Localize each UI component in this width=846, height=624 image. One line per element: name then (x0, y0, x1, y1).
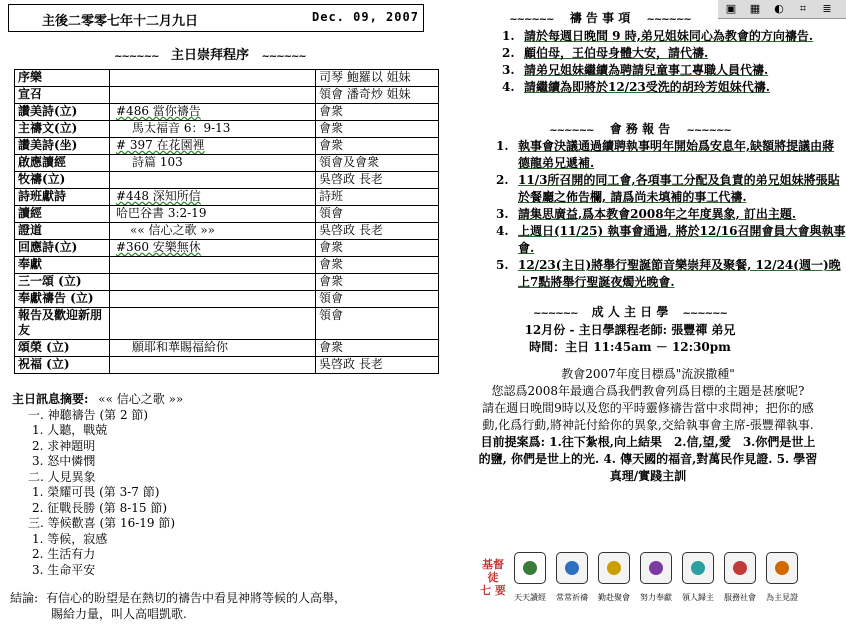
essential-label: 天天讀經 (514, 593, 546, 602)
program-detail: «« 信心之歌 »» (110, 223, 316, 240)
program-row (15, 357, 439, 374)
item-text: 顧伯母，王伯母身體大安，請代禱. (524, 46, 709, 60)
program-item: 頌榮 (立) (15, 340, 110, 357)
program-leader: 吳啓政 長老 (316, 172, 439, 189)
goal-line: 動,化爲行動,將神託付給你的異象,交給執事會主席-張豐禪執事. (482, 418, 814, 432)
essentials-label (478, 558, 508, 597)
program-detail: # 397 在花園裡 (110, 138, 316, 155)
outline-item: 3. 生命平安 (32, 562, 96, 577)
outline-item: 三. 等候歡喜 (第 16-19 節) (28, 516, 176, 530)
outline-heading (12, 392, 183, 408)
title-decoration: ~~~~~~ (533, 308, 578, 319)
goal-line: 您認爲2008年最適合爲我們教會列爲目標的主題是甚麼呢? (491, 384, 805, 398)
outline-item: 1. 人聽，戰兢 (32, 423, 108, 437)
program-leader: 領會 (316, 308, 439, 340)
conclusion (10, 590, 430, 622)
item-number: 5. (496, 258, 509, 272)
program-leader: 領會 (316, 291, 439, 308)
program-row (15, 257, 439, 274)
prayer-item (502, 79, 832, 96)
program-detail (110, 308, 316, 340)
announcements-item (496, 206, 846, 223)
prayer-item (502, 62, 832, 79)
program-item: 三一頌 (立) (15, 274, 110, 291)
text-wrap-icon[interactable]: ≣ (822, 2, 832, 15)
program-detail: 馬太福音 6：9-13 (110, 121, 316, 138)
program-leader: 領會及會衆 (316, 155, 439, 172)
essentials-label-line: 七 要 (480, 584, 506, 597)
item-text: 請於每週日晚間 9 時,弟兄姐妹同心為教會的方向禱告. (524, 29, 814, 43)
essential-label: 勤赴聚會 (598, 593, 630, 602)
goal-line: 請在週日晚間9時以及您的平時靈修禱告當中求問神；把你的感 (482, 401, 814, 415)
program-detail (110, 357, 316, 374)
goal-line: 教會2007年度目標爲"流淚撒種" (561, 367, 735, 381)
essential-2-icon (556, 552, 588, 584)
program-title (80, 44, 340, 63)
item-text: 12/23(主日)將舉行聖誕節音樂崇拜及聚餐, 12/24(週一)晚上7點將舉行聖誕夜燭光晚會. (518, 258, 841, 289)
essential-1-icon (514, 552, 546, 584)
program-detail: #360 安樂無休 (110, 240, 316, 257)
item-number: 4. (502, 80, 515, 94)
program-detail (110, 172, 316, 189)
outline-item: 3. 怒中憐憫 (32, 454, 96, 468)
item-number: 3. (496, 207, 509, 221)
item-text: 執事會決議通過續聘執事明年開始爲安息年,缺額將提議由蔣德龍弟兄遞補. (518, 139, 835, 170)
program-leader: 吳啓政 長老 (316, 223, 439, 240)
program-row (15, 223, 439, 240)
essential-symbol-icon (607, 561, 621, 575)
grid-icon[interactable]: ▦ (749, 2, 761, 15)
sermon-outline (12, 392, 183, 578)
outline-item: 1. 等候，寂感 (32, 531, 108, 546)
image-toolbar (718, 0, 846, 19)
adult-school-teacher: 12月份 - 主日學課程老師: 張豐禪 弟兄 (524, 323, 736, 337)
date-chinese: 主後二零零七年十二月九日 (42, 14, 199, 29)
program-item: 宣召 (15, 87, 110, 104)
program-leader: 會衆 (316, 274, 439, 291)
title-decoration: ~~~~~~ (686, 125, 731, 136)
conclusion-label: 結論: (10, 591, 39, 605)
program-item: 牧禱(立) (15, 172, 110, 189)
item-text: 請集思廣益,爲本教會2008年之年度異象, 訂出主題. (518, 207, 797, 221)
item-text: 上週日(11/25) 執事會通過, 將於12/16召開會員大會與執事會. (518, 224, 846, 255)
essential-symbol-icon (649, 561, 663, 575)
goal-line: 目前提案爲: 1.往下紮根,向上結果 2.信,望,愛 3.你們是世上 (480, 435, 816, 449)
program-detail: #486 當你禱告 (110, 104, 316, 121)
conclusion-line-1: 有信心的盼望是在熱切的禱告中看見神將等候的人高舉， (46, 591, 347, 605)
essential-symbol-icon (775, 561, 789, 575)
title-decoration: ~~~~~~ (646, 14, 691, 25)
announcements-item (496, 138, 846, 172)
outline-item: 一. 神聽禱告 (第 2 節) (28, 407, 149, 422)
announcements-title (520, 120, 760, 137)
program-row (15, 138, 439, 155)
item-number: 2. (502, 46, 515, 60)
essential-symbol-icon (565, 561, 579, 575)
program-detail: 哈巴谷書 3:2-19 (110, 206, 316, 223)
essential-label: 努力奉獻 (640, 593, 672, 602)
adult-school-time: 時間：主日 11:45am － 12:30pm (529, 340, 731, 354)
program-leader: 詩班 (316, 189, 439, 206)
program-row (15, 172, 439, 189)
program-item: 讀經 (15, 206, 110, 223)
program-leader: 會衆 (316, 104, 439, 121)
program-detail (110, 257, 316, 274)
item-number: 2. (496, 173, 509, 187)
program-detail: 願耶和華賜福給你 (110, 340, 316, 357)
program-item: 證道 (15, 223, 110, 240)
program-leader: 領會 (316, 206, 439, 223)
program-row (15, 240, 439, 257)
program-item: 奉獻 (15, 257, 110, 274)
title-decoration: ~~~~~~ (682, 308, 727, 319)
program-leader: 會衆 (316, 138, 439, 155)
item-number: 3. (502, 63, 515, 77)
essentials-label-line: 基督徒 (482, 558, 504, 584)
christian-essentials-bar (478, 548, 808, 610)
program-row (15, 206, 439, 223)
program-row (15, 340, 439, 357)
announcements-title-text: 會 務 報 告 (609, 122, 671, 136)
program-detail: 詩篇 103 (110, 155, 316, 172)
prayer-item (502, 28, 832, 45)
title-decoration: ~~~~~~ (549, 125, 594, 136)
item-number: 4. (496, 224, 509, 238)
essential-4-icon (640, 552, 672, 584)
adult-school-title (480, 304, 780, 322)
program-leader: 會衆 (316, 257, 439, 274)
title-decoration: ~~~~~~ (114, 51, 159, 62)
program-leader: 領會 潘奇炒 姐妹 (316, 87, 439, 104)
program-detail (110, 274, 316, 291)
program-leader: 司琴 鮑羅以 姐妹 (316, 70, 439, 87)
prayer-title-text: 禱 告 事 項 (569, 11, 631, 25)
prayer-list (502, 28, 832, 96)
goal-line: 的鹽, 你們是世上的光. 4. 傳天國的福音,對萬民作見證. 5. 學習 (478, 452, 818, 466)
announcements-item (496, 172, 846, 206)
essential-symbol-icon (523, 561, 537, 575)
essential-3-icon (598, 552, 630, 584)
program-item: 啟應讀經 (15, 155, 110, 172)
program-row (15, 104, 439, 121)
announcements-item (496, 257, 846, 291)
program-item: 讚美詩(立) (15, 104, 110, 121)
item-text: 11/3所召開的同工會,各項事工分配及負責的弟兄姐妹將張貼於餐廳之佈告欄, 請爲尚未填補的事工代禱. (518, 173, 840, 204)
worship-program-table (14, 69, 439, 374)
title-decoration: ~~~~~~ (509, 14, 554, 25)
program-row (15, 87, 439, 104)
outline-item: 2. 求神題明 (32, 438, 96, 453)
program-leader: 會衆 (316, 121, 439, 138)
program-item: 報告及歡迎新朋友 (15, 308, 110, 340)
picture-icon[interactable]: ▣ (725, 2, 737, 15)
program-detail (110, 87, 316, 104)
program-leader: 會衆 (316, 240, 439, 257)
program-leader: 吳啓政 長老 (316, 357, 439, 374)
program-detail (110, 70, 316, 87)
program-row (15, 70, 439, 87)
program-row (15, 155, 439, 172)
contrast-icon[interactable]: ◐ (774, 2, 784, 15)
prayer-title (470, 9, 730, 26)
announcements-item (496, 223, 846, 257)
crop-icon[interactable]: ⌗ (799, 2, 807, 15)
item-number: 1. (496, 139, 509, 153)
item-text: 請弟兄姐妹繼續為聘請兒童事工專職人員代禱. (524, 63, 769, 77)
essential-symbol-icon (691, 561, 705, 575)
essential-label: 服務社會 (724, 593, 756, 602)
program-leader: 會衆 (316, 340, 439, 357)
essential-label: 為主見證 (766, 593, 798, 602)
prayer-item (502, 45, 832, 62)
adult-sunday-school (480, 304, 780, 356)
program-item: 主禱文(立) (15, 121, 110, 138)
item-text: 請繼續為即將於12/23受洗的胡玲芳姐妹代禱. (524, 80, 770, 94)
adult-school-title-text: 成 人 主 日 學 (591, 305, 669, 319)
outline-item: 2. 征戰長勝 (第 8-15 節) (32, 500, 168, 515)
program-item: 回應詩(立) (15, 240, 110, 257)
outline-item: 二. 人見異象 (28, 469, 96, 484)
program-row (15, 274, 439, 291)
essential-7-icon (766, 552, 798, 584)
outline-title: «« 信心之歌 »» (98, 392, 184, 406)
program-row (15, 121, 439, 138)
program-detail (110, 291, 316, 308)
date-english: Dec. 09, 2007 (312, 10, 419, 24)
essential-label: 常常祈禱 (556, 593, 588, 602)
outline-label: 主日訊息摘要: (12, 392, 89, 406)
goal-line: 真理/實踐主訓 (609, 469, 687, 483)
program-row (15, 308, 439, 340)
title-decoration: ~~~~~~ (261, 51, 306, 62)
conclusion-line-2: 賜給力量，叫人高唱凱歌. (51, 607, 187, 621)
program-item: 祝福 (立) (15, 357, 110, 374)
program-item: 奉獻禱告 (立) (15, 291, 110, 308)
program-row (15, 291, 439, 308)
outline-item: 2. 生活有力 (32, 547, 96, 561)
outline-item: 1. 榮耀可畏 (第 3-7 節) (32, 485, 160, 499)
program-item: 序樂 (15, 70, 110, 87)
item-number: 1. (502, 29, 515, 43)
essential-6-icon (724, 552, 756, 584)
program-detail: #448 深知所信 (110, 189, 316, 206)
program-row (15, 189, 439, 206)
program-item: 詩班獻詩 (15, 189, 110, 206)
essential-symbol-icon (733, 561, 747, 575)
essential-label: 領人歸主 (682, 593, 714, 602)
church-goal (450, 366, 846, 485)
program-item: 讚美詩(坐) (15, 138, 110, 155)
essential-5-icon (682, 552, 714, 584)
program-title-text: 主日崇拜程序 (170, 48, 249, 63)
announcements-list (496, 138, 846, 291)
